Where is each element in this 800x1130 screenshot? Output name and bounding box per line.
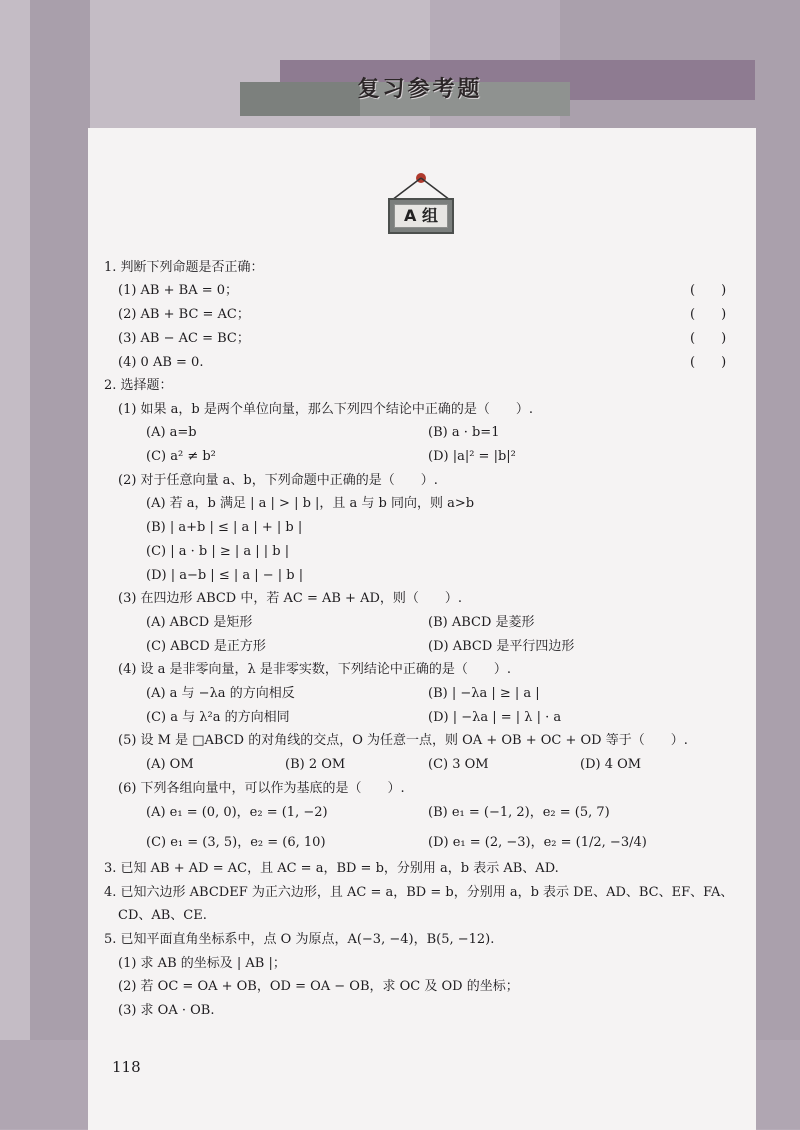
question-5-stem: 5. 已知平面直角坐标系中，点 O 为原点，A(−3, −4)，B(5, −12).	[104, 932, 495, 947]
subquestion-stem: (2) 对于任意向量 a、b，下列命题中正确的是（ ）.	[118, 473, 438, 488]
option: (D) ABCD 是平行四边形	[428, 639, 575, 654]
answer-blank: ( )	[690, 307, 727, 322]
question-3: 3. 已知 AB + AD = AC，且 AC = a，BD = b，分别用 a，b 表示 AB、AD.	[104, 861, 559, 876]
option: (D) | −λa | = | λ | · a	[428, 710, 562, 725]
page-title: 复习参考题	[357, 77, 483, 102]
question-1-item-1: (1) AB + BA = 0；	[118, 283, 239, 298]
option: (B) a · b=1	[428, 425, 500, 440]
question-5-item-3: (3) 求 OA · OB.	[118, 1003, 215, 1018]
option: (D) 4 OM	[580, 757, 642, 772]
option: (C) e₁ = (3, 5)，e₂ = (6, 10)	[146, 835, 326, 850]
answer-blank: ( )	[690, 331, 727, 346]
question-1-item-3: (3) AB − AC = BC；	[118, 331, 250, 346]
option: (D) | a−b | ≤ | a | − | b |	[146, 568, 304, 583]
option: (A) 若 a，b 满足 | a | > | b |，且 a 与 b 同向，则 a>b	[146, 496, 475, 511]
option: (A) a 与 −λa 的方向相反	[146, 686, 295, 701]
option: (B) | a+b | ≤ | a | + | b |	[146, 520, 303, 535]
subquestion-stem: (3) 在四边形 ABCD 中，若 AC = AB + AD，则（ ）.	[118, 591, 463, 606]
option: (A) ABCD 是矩形	[146, 615, 253, 630]
answer-blank: ( )	[690, 355, 727, 370]
page-number: 118	[112, 1058, 141, 1076]
subquestion-stem: (5) 设 M 是 □ABCD 的对角线的交点，O 为任意一点，则 OA + OB + OC + OD 等于（ ）.	[118, 733, 688, 748]
group-label	[388, 198, 454, 234]
question-1-item-4: (4) 0 AB = 0.	[118, 355, 204, 370]
option: (B) ABCD 是菱形	[428, 615, 535, 630]
option: (D) |a|² = |b|²	[428, 449, 516, 464]
question-1-stem: 1. 判断下列命题是否正确：	[104, 260, 264, 275]
question-1-item-2: (2) AB + BC = AC；	[118, 307, 250, 322]
option: (A) e₁ = (0, 0)，e₂ = (1, −2)	[146, 805, 328, 820]
option: (B) 2 OM	[285, 757, 346, 772]
subquestion-stem: (1) 如果 a，b 是两个单位向量，那么下列四个结论中正确的是（ ）.	[118, 402, 534, 417]
question-2-stem: 2. 选择题：	[104, 378, 173, 393]
question-4-line-1: 4. 已知六边形 ABCDEF 为正六边形，且 AC = a，BD = b，分别用 a，b 表示 DE、AD、BC、EF、FA、	[104, 885, 734, 900]
background-band	[30, 0, 90, 1129]
option: (C) | a · b | ≥ | a | | b |	[146, 544, 290, 559]
answer-blank: ( )	[690, 283, 727, 298]
question-4-line-2: CD、AB、CE.	[118, 908, 207, 923]
option: (C) a² ≠ b²	[146, 449, 216, 464]
subquestion-stem: (4) 设 a 是非零向量，λ 是非零实数，下列结论中正确的是（ ）.	[118, 662, 512, 677]
subquestion-stem: (6) 下列各组向量中，可以作为基底的是（ ）.	[118, 781, 405, 796]
option: (A) a=b	[146, 425, 197, 440]
option: (B) e₁ = (−1, 2)，e₂ = (5, 7)	[428, 805, 610, 820]
option: (B) | −λa | ≥ | a |	[428, 686, 540, 701]
option: (A) OM	[146, 757, 194, 772]
option: (C) a 与 λ²a 的方向相同	[146, 710, 290, 725]
question-5-item-1: (1) 求 AB 的坐标及 | AB |；	[118, 956, 286, 971]
question-5-item-2: (2) 若 OC = OA + OB，OD = OA − OB，求 OC 及 OD 的坐标；	[118, 979, 519, 994]
option: (D) e₁ = (2, −3)，e₂ = (1/2, −3/4)	[428, 835, 647, 850]
group-label-text: A 组	[394, 204, 448, 228]
option: (C) 3 OM	[428, 757, 489, 772]
option: (C) ABCD 是正方形	[146, 639, 266, 654]
